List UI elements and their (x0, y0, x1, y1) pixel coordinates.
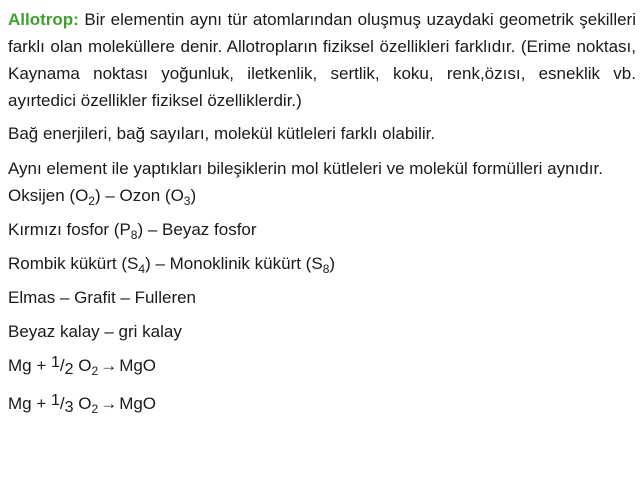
example-tin: Beyaz kalay – gri kalay (8, 322, 182, 341)
example-sulfur: Rombik kükürt $(S_4)$ – Monoklinik kükürt $(S_8)$ (8, 254, 336, 276)
bond-paragraph: Bağ enerjileri, bağ sayıları, molekül kütleleri farklı olabilir. (8, 124, 436, 143)
equation-third: Mg + $^1$/3 $O_2$ → MgO (8, 392, 157, 416)
compound-paragraph: Aynı element ile yaptıkları bileşiklerin mol kütleleri ve molekül formülleri aynıdır. (8, 159, 603, 178)
example-oxygen: Oksijen $(O_2)$ – Ozon $(O_3)$ (8, 186, 197, 208)
example-phosphorus: Kırmızı fosfor $(P_8)$ – Beyaz fosfor (8, 220, 257, 242)
content-page (8, 6, 636, 421)
definition-text: Bir elementin aynı tür atomlarından oluşmuş uzaydaki geometrik şekilleri farklı olan moleküllere denir. Allotropların fiziksel özellikleri farklıdır. (Erime noktası, Kaynama noktası yoğunluk, iletkenlik, sertlik, koku, renk,özısı, esneklik vb. ayırtedici özellikler fiziksel özelliklerdir.) (8, 10, 636, 110)
allotrope-definition (8, 6, 636, 114)
definition-term: Allotrop: (8, 10, 79, 29)
equation-half: Mg + $^1$/2 $O_2$ → MgO (8, 354, 157, 378)
reaction-arrow-icon: → (100, 356, 118, 375)
example-carbon: Elmas – Grafit – Fulleren (8, 288, 197, 307)
reaction-arrow-icon: → (100, 394, 118, 413)
